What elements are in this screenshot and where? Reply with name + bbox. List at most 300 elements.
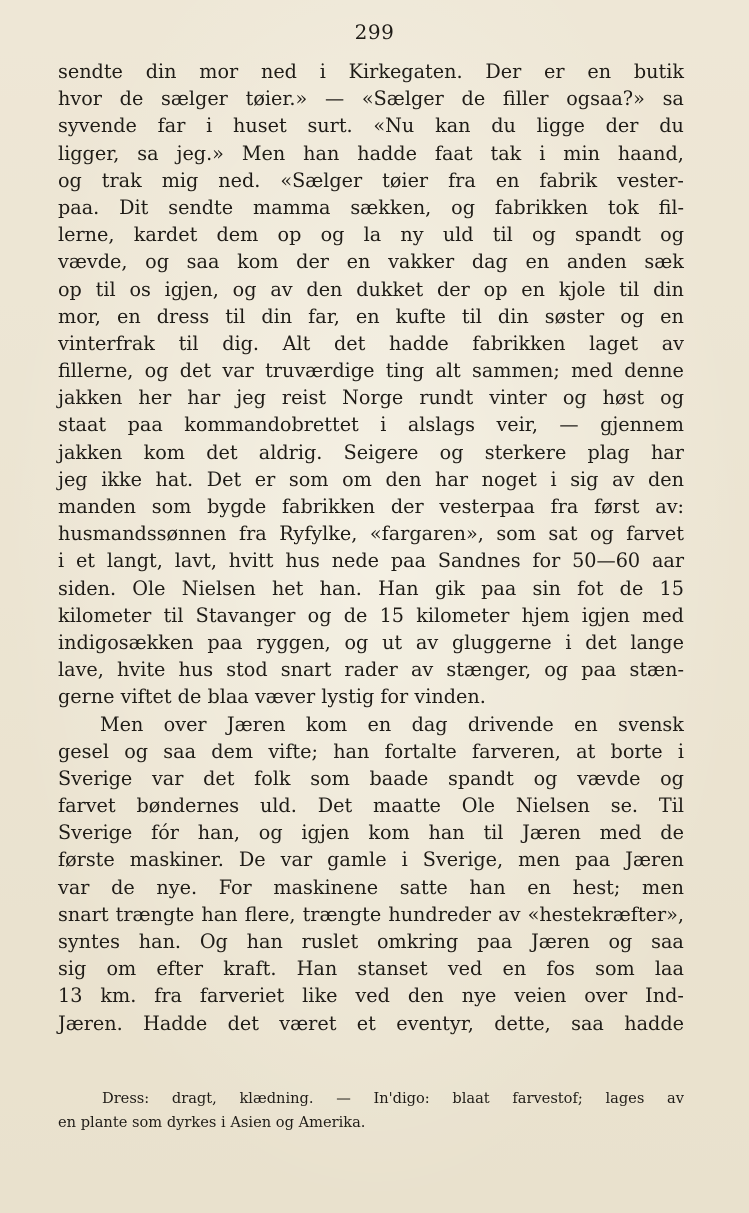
word: Jæren — [531, 930, 590, 953]
word: stæn- — [629, 658, 684, 682]
word: ved — [447, 957, 483, 981]
word: kardet — [133, 223, 198, 247]
word: lages — [605, 1090, 645, 1107]
word: butik — [633, 60, 684, 83]
word: paa — [581, 658, 617, 682]
text-line — [58, 575, 684, 602]
word: «hestekræfter», — [527, 902, 684, 926]
word: saa — [186, 250, 220, 274]
word: fra — [550, 495, 579, 518]
word: med — [571, 359, 613, 383]
word: faat — [434, 141, 473, 165]
word: Ole — [461, 794, 495, 818]
word: blaa — [207, 685, 249, 709]
word: flere, — [244, 902, 296, 926]
word: og — [451, 195, 475, 219]
word: han, — [197, 821, 240, 845]
word: han — [201, 902, 238, 926]
word: klædning. — [239, 1090, 314, 1107]
word: noget — [481, 467, 537, 491]
word: vinter — [489, 386, 547, 410]
word: der — [437, 277, 470, 301]
word: kom — [143, 440, 185, 464]
word: jeg.» — [176, 141, 224, 165]
word: og — [589, 522, 614, 546]
word: laa — [654, 957, 684, 981]
word: men — [518, 848, 561, 872]
word: fabrikken — [472, 331, 566, 355]
word: til — [178, 331, 199, 355]
word: Nielsen — [181, 576, 256, 600]
text-line — [58, 846, 684, 873]
word: snart — [58, 902, 109, 926]
word: et — [75, 549, 96, 573]
word: In'digo: — [373, 1090, 430, 1107]
word: husmandssønnen — [58, 522, 227, 546]
word: som — [595, 957, 635, 981]
word: farvestof; — [512, 1090, 583, 1107]
word: til — [492, 223, 513, 247]
word: ikke — [101, 467, 142, 491]
word: spandt — [575, 223, 641, 247]
word: De — [238, 848, 266, 872]
word: igjen, — [164, 277, 219, 301]
word: mig — [161, 168, 199, 192]
word: der — [296, 250, 329, 274]
word: laget — [589, 331, 639, 355]
word: over — [584, 984, 628, 1008]
word: og — [608, 930, 633, 953]
word: syvende — [58, 114, 137, 138]
word: en — [355, 304, 380, 328]
word: kufte — [395, 304, 446, 328]
word: Dress: — [102, 1090, 150, 1107]
word: en — [525, 250, 550, 274]
text-line — [58, 303, 684, 330]
word: Jæren — [522, 821, 581, 845]
footnote-line — [58, 1087, 684, 1111]
word: det — [179, 359, 212, 383]
word: Jæren. — [58, 1011, 123, 1035]
word: fil- — [658, 195, 684, 219]
word: over — [163, 712, 207, 736]
word: han — [469, 875, 506, 899]
word: saa — [163, 739, 197, 763]
word: Sandnes — [437, 549, 521, 573]
word: og — [544, 658, 569, 682]
word: paa — [575, 848, 611, 872]
word: i — [206, 114, 213, 138]
word: syntes — [58, 930, 120, 953]
word: farveren, — [472, 739, 561, 763]
word: ogsaa?» — [566, 87, 645, 111]
word: vævde — [577, 766, 641, 790]
word: en — [521, 277, 546, 301]
word: dag — [411, 712, 448, 736]
word: først — [594, 495, 640, 518]
word: hus — [285, 549, 320, 573]
word: en — [502, 957, 527, 981]
word: plante — [80, 1114, 128, 1131]
word: sat — [548, 522, 578, 546]
text-line — [58, 330, 684, 357]
word: «fargaren», — [369, 522, 484, 546]
text-line — [58, 819, 684, 846]
word: lerne, — [58, 223, 115, 247]
word: og — [275, 1114, 294, 1131]
word: — — [559, 413, 579, 437]
word: ved — [355, 984, 390, 1008]
word: sa — [137, 141, 159, 165]
word: er — [254, 467, 276, 491]
word: sig — [58, 957, 87, 981]
word: kjole — [558, 277, 606, 301]
word: alslags — [407, 413, 475, 437]
word: igjen — [581, 603, 630, 627]
text-line — [58, 112, 684, 139]
word: paa — [207, 630, 243, 654]
word: jeg — [236, 386, 266, 410]
word: spandt — [447, 766, 514, 790]
word: like — [302, 984, 338, 1008]
word: aar — [651, 549, 684, 573]
word: og — [58, 168, 82, 192]
text-line — [58, 493, 684, 520]
word: Dit — [119, 195, 149, 219]
word: fra — [448, 168, 476, 192]
word: blaat — [452, 1090, 490, 1107]
word: kom — [305, 712, 348, 736]
text-line — [58, 656, 684, 683]
word: fabrik — [539, 168, 598, 192]
word: i — [319, 60, 326, 83]
word: Hadde — [143, 1011, 208, 1035]
word: Og — [199, 930, 228, 953]
word: denne — [624, 359, 684, 383]
word: hus — [178, 658, 214, 682]
word: mor — [199, 60, 239, 83]
word: dette, — [494, 1011, 551, 1035]
word: dress — [156, 304, 210, 328]
word: første — [58, 848, 115, 872]
text-line — [58, 629, 684, 656]
word: For — [218, 875, 252, 899]
word: og — [620, 304, 645, 328]
word: i — [380, 413, 387, 437]
word: men — [642, 875, 684, 899]
text-line — [58, 765, 684, 792]
text-line — [58, 167, 684, 194]
word: snart — [280, 658, 332, 682]
footnote-line — [58, 1111, 684, 1135]
word: og — [124, 739, 149, 763]
text-line — [58, 874, 684, 901]
word: væver — [254, 685, 316, 709]
word: sæk — [644, 250, 684, 274]
word: du — [491, 114, 516, 138]
word: søster — [544, 304, 605, 328]
word: sa — [662, 87, 684, 111]
word: folk — [254, 766, 291, 790]
word: rundt — [419, 386, 474, 410]
word: Sverige — [58, 821, 133, 845]
word: maskinene — [273, 875, 379, 899]
word: ligger, — [58, 141, 120, 165]
text-line — [58, 276, 684, 303]
word: av — [498, 902, 521, 926]
word: anden — [566, 250, 627, 274]
word: en — [660, 304, 684, 328]
word: vinterfrak — [58, 331, 155, 355]
word: dem — [211, 739, 254, 763]
word: sterkere — [484, 440, 567, 464]
word: de — [119, 87, 144, 111]
word: han — [428, 821, 465, 845]
word: og — [144, 359, 169, 383]
text-line — [58, 221, 684, 248]
word: Sverige — [58, 766, 133, 790]
word: hadde — [389, 331, 449, 355]
word: tøier — [382, 168, 429, 192]
word: en — [495, 168, 520, 192]
text-line — [58, 1010, 684, 1037]
word: alt — [435, 359, 461, 383]
word: var — [151, 766, 184, 790]
word: og — [145, 250, 169, 274]
word: gluggerne — [451, 630, 552, 654]
word: til — [95, 277, 116, 301]
word: Ole — [132, 576, 166, 600]
word: Nielsen — [515, 794, 590, 818]
word: far, — [308, 304, 340, 328]
word: av — [661, 331, 684, 355]
word: kilometer — [416, 603, 510, 627]
word: hvitt — [228, 549, 274, 573]
word: haand, — [617, 141, 684, 165]
text-line — [58, 520, 684, 547]
word: den — [385, 467, 422, 491]
word: hundreder — [388, 902, 492, 926]
word: din — [145, 60, 177, 83]
word: dukket — [356, 277, 424, 301]
word: din — [261, 304, 293, 328]
word: det — [227, 1011, 259, 1035]
word: hvite — [117, 658, 166, 682]
text-line — [58, 683, 684, 710]
word: gesel — [58, 739, 109, 763]
word: du — [659, 114, 684, 138]
word: min — [563, 141, 600, 165]
word: gamle — [327, 848, 387, 872]
word: Stavanger — [195, 603, 296, 627]
text-line — [58, 955, 684, 982]
text-line — [58, 982, 684, 1009]
word: drivende — [467, 712, 554, 736]
word: svensk — [618, 712, 684, 736]
word: av — [410, 658, 434, 682]
word: den — [647, 467, 684, 491]
word: kan — [435, 114, 471, 138]
text-line — [58, 928, 684, 955]
word: har — [650, 440, 684, 464]
text-line — [58, 738, 684, 765]
word: huset — [233, 114, 287, 138]
word: dyrkes — [166, 1114, 217, 1131]
word: Amerika. — [298, 1114, 366, 1131]
word: km. — [100, 984, 137, 1008]
word: og — [533, 766, 558, 790]
word: trak — [101, 168, 142, 192]
word: fór — [151, 821, 179, 845]
word: paa — [390, 549, 427, 573]
word: i — [401, 848, 408, 872]
word: jeg — [58, 467, 88, 491]
word: og — [531, 223, 556, 247]
word: en — [527, 875, 551, 899]
word: aldrig. — [258, 440, 323, 464]
word: lave, — [58, 658, 104, 682]
word: han — [333, 739, 370, 763]
word: Ind- — [645, 984, 684, 1008]
word: er — [544, 60, 565, 83]
word: for — [532, 549, 561, 573]
word: at — [576, 739, 596, 763]
word: fos — [546, 957, 575, 981]
word: se. — [610, 794, 639, 818]
word: bygde — [207, 495, 267, 518]
word: de — [461, 87, 486, 111]
page-number: 299 — [354, 20, 395, 44]
word: surt. — [307, 114, 353, 138]
word: sammen; — [471, 359, 560, 383]
word: ut — [382, 630, 403, 654]
word: din — [653, 277, 684, 301]
word: tøier.» — [245, 87, 308, 111]
word: vakker — [388, 250, 455, 274]
word: de — [619, 576, 644, 600]
word: hest; — [572, 875, 621, 899]
word: hadde — [624, 1011, 684, 1035]
text-line — [58, 411, 684, 438]
word: av — [667, 1090, 684, 1107]
word: Seigere — [343, 440, 419, 464]
word: het — [271, 576, 304, 600]
word: reist — [281, 386, 327, 410]
word: baade — [369, 766, 429, 790]
word: vinden. — [414, 685, 486, 709]
word: satte — [399, 875, 448, 899]
text-line — [58, 194, 684, 221]
word: det — [206, 440, 238, 464]
word: til — [461, 304, 482, 328]
word: nye. — [156, 875, 198, 899]
word: vester- — [617, 168, 684, 192]
word: far — [157, 114, 186, 138]
word: av — [415, 630, 439, 654]
word: en — [346, 250, 371, 274]
word: fot — [577, 576, 604, 600]
word: stod — [226, 658, 268, 682]
word: paa. — [58, 195, 100, 219]
word: omkring — [376, 930, 459, 953]
word: det — [585, 630, 617, 654]
word: viftet — [120, 685, 172, 709]
word: han — [246, 930, 283, 953]
word: dig. — [222, 331, 259, 355]
word: her — [138, 386, 172, 410]
word: i — [539, 141, 546, 165]
text-line — [58, 439, 684, 466]
text-line — [58, 547, 684, 574]
word: til — [483, 821, 504, 845]
word: mor, — [58, 304, 101, 328]
word: de — [660, 821, 684, 845]
word: igjen — [301, 821, 350, 845]
word: kilometer — [58, 603, 152, 627]
word: op — [483, 277, 508, 301]
word: i — [58, 549, 65, 573]
word: indigosækken — [58, 630, 194, 654]
text-line — [58, 248, 684, 275]
word: veir, — [496, 413, 538, 437]
text-line — [58, 384, 684, 411]
word: Ryfylke, — [279, 522, 358, 546]
word: kraft. — [223, 957, 277, 981]
word: ruslet — [301, 930, 359, 953]
word: fra — [154, 984, 182, 1008]
word: i — [565, 630, 572, 654]
word: veien — [514, 984, 567, 1008]
word: av — [270, 277, 293, 301]
word: i — [221, 1114, 226, 1131]
word: og — [232, 277, 257, 301]
word: din — [497, 304, 529, 328]
word: op — [58, 277, 82, 301]
word: gerne — [58, 685, 115, 709]
word: været — [279, 1011, 337, 1035]
word: som — [132, 1114, 163, 1131]
word: kommandobrettet — [184, 413, 359, 437]
word: siden. — [58, 576, 117, 600]
word: det — [334, 331, 366, 355]
word: saa — [651, 930, 684, 953]
word: stanset — [357, 957, 428, 981]
word: fabrikken — [281, 495, 376, 518]
text-line — [58, 711, 684, 738]
word: sendte — [168, 195, 234, 219]
word: Det — [317, 794, 353, 818]
word: sin — [532, 576, 561, 600]
word: langt, — [106, 549, 163, 573]
word: en — [116, 304, 141, 328]
word: sækken, — [350, 195, 432, 219]
word: 50—60 — [572, 549, 641, 573]
word: mamma — [253, 195, 331, 219]
body-text — [58, 58, 684, 1037]
word: trængte — [115, 902, 195, 926]
word: saa — [571, 1011, 604, 1035]
word: fabrikken — [494, 195, 588, 219]
word: som — [310, 766, 350, 790]
word: i — [677, 739, 684, 763]
word: var — [222, 359, 254, 383]
word: stænger, — [446, 658, 532, 682]
word: til — [619, 277, 640, 301]
word: dem — [216, 223, 259, 247]
word: og — [439, 440, 464, 464]
word: en — [58, 1114, 77, 1131]
word: ned. — [218, 168, 261, 192]
